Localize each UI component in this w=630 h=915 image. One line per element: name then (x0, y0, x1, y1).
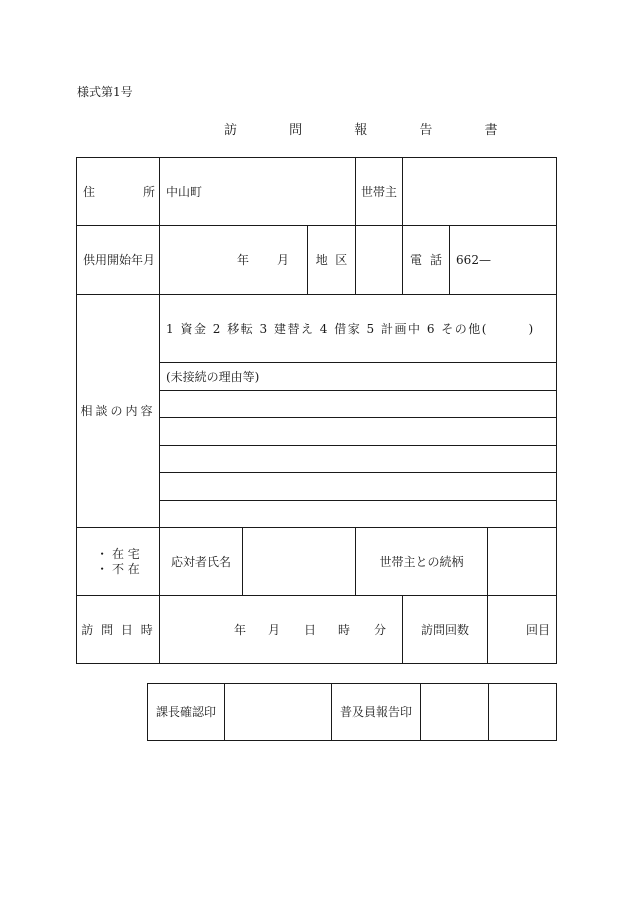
phone-field[interactable] (450, 226, 557, 295)
reason-line[interactable] (160, 363, 557, 391)
visit-report-table (76, 157, 557, 664)
respondent-field[interactable] (243, 528, 356, 596)
consult-label: 相談の内容 (77, 295, 160, 528)
relation-field[interactable] (488, 528, 557, 596)
address-field[interactable] (160, 158, 356, 226)
district-label-a: 地 (315, 253, 328, 267)
district-field[interactable] (356, 226, 403, 295)
document-title: 訪 問 報 告 書 (224, 123, 522, 138)
approval-stamp-table (147, 683, 557, 741)
chief-confirm-stamp[interactable] (225, 684, 332, 741)
district-label (308, 226, 356, 295)
presence-home[interactable]: ・ 在 宅 (96, 546, 140, 561)
consult-line-5[interactable] (160, 501, 557, 528)
visit-count-label: 訪問回数 (403, 596, 488, 664)
householder-field[interactable] (403, 158, 557, 226)
start-date-field[interactable] (160, 226, 308, 295)
consult-line-3[interactable] (160, 446, 557, 473)
start-year-unit: 年 (236, 253, 249, 267)
phone-label (403, 226, 450, 295)
visit-year-unit: 年 (233, 622, 246, 637)
promoter-report-stamp-1[interactable] (421, 684, 489, 741)
district-label-b: 区 (335, 253, 348, 267)
visit-day-unit: 日 (304, 622, 317, 637)
householder-label: 世帯主 (356, 158, 403, 226)
address-label-a: 住 (83, 184, 96, 199)
phone-label-a: 電 (410, 253, 423, 267)
consult-options-text: 1 資金 2 移転 3 建替え 4 借家 5 計画中 6 その他( ) (166, 321, 535, 336)
promoter-report-stamp-2[interactable] (489, 684, 557, 741)
presence-away[interactable]: ・ 不 在 (96, 561, 140, 576)
consult-line-2[interactable] (160, 418, 557, 446)
consult-line-1[interactable] (160, 391, 557, 418)
form-number: 様式第1号 (77, 85, 133, 99)
consult-line-4[interactable] (160, 473, 557, 501)
address-label (77, 158, 160, 226)
visit-count-field[interactable] (488, 596, 557, 664)
visit-month-unit: 月 (267, 622, 280, 637)
address-label-b: 所 (142, 184, 155, 199)
presence-cell[interactable] (77, 528, 160, 596)
respondent-label: 応対者氏名 (160, 528, 243, 596)
visit-datetime-field[interactable] (160, 596, 403, 664)
phone-value: 662— (456, 253, 491, 267)
visit-count-unit: 回目 (526, 622, 551, 637)
visit-hour-unit: 時 (338, 622, 351, 637)
phone-label-b: 話 (430, 253, 443, 267)
visit-minute-unit: 分 (374, 622, 387, 637)
relation-label: 世帯主との続柄 (356, 528, 488, 596)
start-date-label: 供用開始年月 (77, 226, 160, 295)
reason-label: (未接続の理由等) (166, 369, 260, 384)
address-value: 中山町 (166, 184, 203, 199)
start-month-unit: 月 (276, 253, 289, 267)
promoter-report-label: 普及員報告印 (332, 684, 421, 741)
consult-options[interactable] (160, 295, 557, 363)
chief-confirm-label: 課長確認印 (148, 684, 225, 741)
visit-datetime-label: 訪 問 日 時 (77, 596, 160, 664)
